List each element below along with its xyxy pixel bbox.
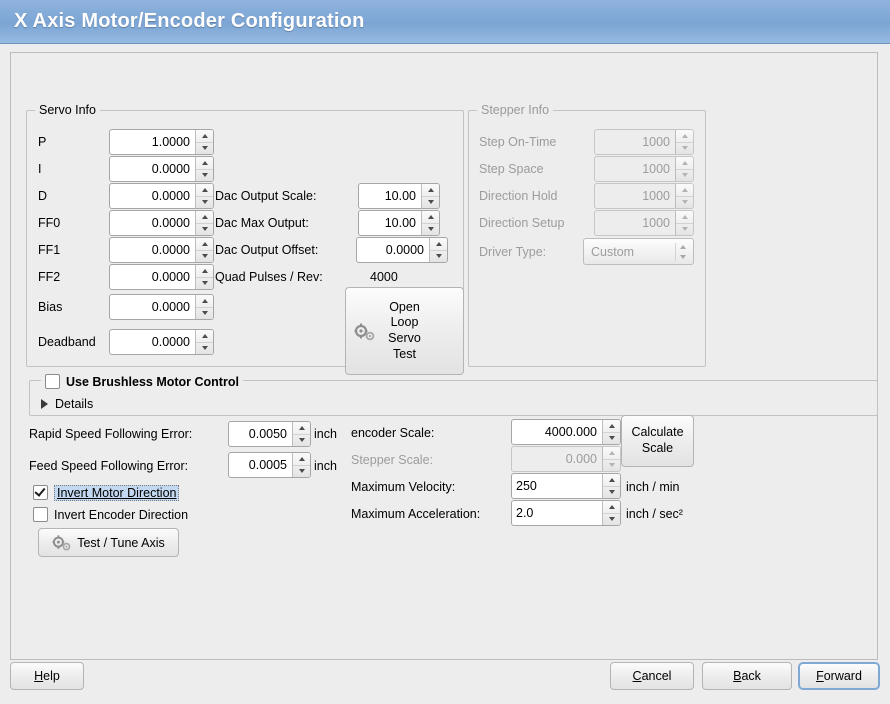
help-label-rest: elp bbox=[43, 669, 60, 683]
servo-label-deadband: Deadband bbox=[38, 335, 96, 349]
spin-up-icon[interactable] bbox=[430, 238, 447, 251]
driver-type-label: Driver Type: bbox=[479, 245, 547, 259]
spin-down-icon[interactable] bbox=[196, 278, 213, 290]
servo-input-ff0-field[interactable] bbox=[110, 211, 195, 235]
spin-up-icon[interactable] bbox=[196, 238, 213, 251]
spin-up-icon[interactable] bbox=[196, 184, 213, 197]
servo-input-ff2[interactable] bbox=[109, 264, 214, 290]
step-on-time-label: Step On-Time bbox=[479, 135, 557, 149]
window-title: X Axis Motor/Encoder Configuration bbox=[14, 10, 365, 32]
title-bar bbox=[0, 0, 890, 44]
calculate-scale-line2: Scale bbox=[641, 441, 674, 455]
step-on-time-input[interactable] bbox=[594, 129, 694, 155]
servo-input-p[interactable] bbox=[109, 129, 214, 155]
feed-following-error-field[interactable] bbox=[229, 453, 292, 477]
dac-output-offset-label: Dac Output Offset: bbox=[215, 243, 319, 257]
use-brushless-checkbox[interactable] bbox=[41, 374, 243, 389]
invert-encoder-direction-checkbox[interactable] bbox=[33, 507, 188, 522]
servo-input-i-field[interactable] bbox=[110, 157, 195, 181]
maximum-velocity-input[interactable] bbox=[511, 473, 621, 499]
test-tune-axis-label: Test / Tune Axis bbox=[77, 535, 165, 550]
spin-up-icon[interactable] bbox=[196, 330, 213, 343]
servo-label-ff2: FF2 bbox=[38, 270, 61, 284]
chevron-updown-icon bbox=[675, 243, 689, 261]
spin-up-icon[interactable] bbox=[676, 130, 693, 143]
details-expander[interactable] bbox=[41, 397, 93, 411]
step-on-time-spinners[interactable] bbox=[675, 130, 693, 154]
spin-down-icon[interactable] bbox=[603, 487, 620, 499]
dac-output-scale-label: Dac Output Scale: bbox=[215, 189, 317, 203]
open-loop-line4: Test bbox=[393, 346, 416, 361]
servo-input-d-field[interactable] bbox=[110, 184, 195, 208]
dac-max-output-field[interactable] bbox=[359, 211, 421, 235]
dac-output-offset-input[interactable] bbox=[356, 237, 448, 263]
dac-max-output-spinners[interactable] bbox=[421, 211, 439, 235]
feed-following-error-spinners[interactable] bbox=[292, 453, 310, 477]
help-label: Help bbox=[34, 669, 60, 683]
spin-up-icon[interactable] bbox=[603, 474, 620, 487]
spin-down-icon[interactable] bbox=[196, 251, 213, 263]
open-loop-line2: Loop bbox=[390, 315, 419, 330]
spin-up-icon[interactable] bbox=[422, 211, 439, 224]
spin-up-icon[interactable] bbox=[196, 265, 213, 278]
invert-motor-direction-checkbox[interactable] bbox=[33, 485, 179, 500]
forward-label: Forward bbox=[816, 669, 862, 683]
servo-input-d-spinners[interactable] bbox=[195, 184, 213, 208]
dialog-content bbox=[0, 44, 890, 704]
test-tune-axis-button[interactable] bbox=[38, 528, 179, 557]
action-bar bbox=[0, 648, 890, 704]
servo-input-ff1-field[interactable] bbox=[110, 238, 195, 262]
spin-down-icon[interactable] bbox=[196, 197, 213, 209]
driver-type-value: Custom bbox=[591, 244, 635, 259]
dac-output-scale-input[interactable] bbox=[358, 183, 440, 209]
dac-output-offset-spinners[interactable] bbox=[429, 238, 447, 262]
servo-label-i: I bbox=[38, 162, 42, 176]
dac-output-scale-spinners[interactable] bbox=[421, 184, 439, 208]
servo-label-p: P bbox=[38, 135, 47, 149]
direction-setup-input[interactable] bbox=[594, 210, 694, 236]
spin-down-icon[interactable] bbox=[293, 435, 310, 447]
direction-hold-field[interactable] bbox=[595, 184, 675, 208]
spin-down-icon[interactable] bbox=[196, 224, 213, 236]
maximum-acceleration-field[interactable] bbox=[512, 501, 602, 525]
checkbox-box[interactable] bbox=[33, 485, 48, 500]
help-button[interactable] bbox=[10, 662, 84, 690]
rapid-following-error-unit: inch bbox=[314, 427, 337, 441]
spin-down-icon[interactable] bbox=[676, 143, 693, 155]
servo-input-bias[interactable] bbox=[109, 294, 214, 320]
spin-up-icon[interactable] bbox=[293, 453, 310, 466]
use-brushless-label: Use Brushless Motor Control bbox=[66, 374, 239, 389]
servo-input-ff0-spinners[interactable] bbox=[195, 211, 213, 235]
invert-motor-direction-label: Invert Motor Direction bbox=[54, 485, 179, 501]
spin-up-icon[interactable] bbox=[422, 184, 439, 197]
servo-input-p-field[interactable] bbox=[110, 130, 195, 154]
spin-up-icon[interactable] bbox=[603, 447, 620, 460]
feed-following-error-unit: inch bbox=[314, 459, 337, 473]
servo-input-bias-spinners[interactable] bbox=[195, 295, 213, 319]
servo-input-ff1[interactable] bbox=[109, 237, 214, 263]
step-space-field[interactable] bbox=[595, 157, 675, 181]
servo-input-ff2-spinners[interactable] bbox=[195, 265, 213, 289]
maximum-acceleration-input[interactable] bbox=[511, 500, 621, 526]
spin-up-icon[interactable] bbox=[196, 157, 213, 170]
servo-input-ff1-spinners[interactable] bbox=[195, 238, 213, 262]
spin-down-icon[interactable] bbox=[603, 514, 620, 526]
step-space-input[interactable] bbox=[594, 156, 694, 182]
direction-setup-field[interactable] bbox=[595, 211, 675, 235]
feed-following-error-label: Feed Speed Following Error: bbox=[29, 459, 189, 473]
quad-pulses-value: 4000 bbox=[370, 270, 398, 284]
encoder-scale-label: encoder Scale: bbox=[351, 426, 435, 440]
back-button[interactable] bbox=[702, 662, 792, 690]
servo-info-legend: Servo Info bbox=[35, 103, 100, 117]
spin-down-icon[interactable] bbox=[293, 466, 310, 478]
direction-hold-label: Direction Hold bbox=[479, 189, 558, 203]
direction-hold-spinners[interactable] bbox=[675, 184, 693, 208]
maximum-velocity-field[interactable] bbox=[512, 474, 602, 498]
forward-button[interactable] bbox=[798, 662, 880, 690]
spin-down-icon[interactable] bbox=[196, 170, 213, 182]
open-loop-servo-test-button[interactable] bbox=[345, 287, 464, 375]
stepper-info-legend: Stepper Info bbox=[477, 103, 553, 117]
open-loop-line3: Servo bbox=[388, 331, 421, 345]
step-space-spinners[interactable] bbox=[675, 157, 693, 181]
spin-up-icon[interactable] bbox=[196, 211, 213, 224]
step-space-label: Step Space bbox=[479, 162, 544, 176]
invert-encoder-direction-label: Invert Encoder Direction bbox=[54, 507, 189, 522]
checkbox-box[interactable] bbox=[33, 507, 48, 522]
rapid-following-error-label: Rapid Speed Following Error: bbox=[29, 427, 193, 441]
spin-down-icon[interactable] bbox=[676, 197, 693, 209]
spin-down-icon[interactable] bbox=[196, 308, 213, 320]
spin-down-icon[interactable] bbox=[196, 143, 213, 155]
encoder-scale-input[interactable] bbox=[511, 419, 621, 445]
spin-down-icon[interactable] bbox=[422, 197, 439, 209]
feed-following-error-input[interactable] bbox=[228, 452, 311, 478]
maximum-velocity-unit: inch / min bbox=[626, 480, 680, 494]
details-label: Details bbox=[55, 397, 94, 411]
rapid-following-error-spinners[interactable] bbox=[292, 422, 310, 446]
spin-up-icon[interactable] bbox=[196, 130, 213, 143]
dac-output-offset-field[interactable] bbox=[357, 238, 429, 262]
spin-up-icon[interactable] bbox=[676, 211, 693, 224]
servo-input-ff2-field[interactable] bbox=[110, 265, 195, 289]
dac-max-output-label: Dac Max Output: bbox=[215, 216, 309, 230]
spin-down-icon[interactable] bbox=[422, 224, 439, 236]
servo-input-p-spinners[interactable] bbox=[195, 130, 213, 154]
spin-down-icon[interactable] bbox=[676, 224, 693, 236]
spin-up-icon[interactable] bbox=[676, 184, 693, 197]
stepper-scale-field[interactable] bbox=[512, 447, 602, 471]
back-label: Back bbox=[733, 669, 761, 683]
spin-up-icon[interactable] bbox=[196, 295, 213, 308]
calculate-scale-button[interactable] bbox=[621, 415, 694, 467]
spin-up-icon[interactable] bbox=[603, 420, 620, 433]
quad-pulses-label: Quad Pulses / Rev: bbox=[215, 270, 323, 284]
cancel-label-rest: ancel bbox=[641, 669, 672, 683]
spin-up-icon[interactable] bbox=[293, 422, 310, 435]
spin-down-icon[interactable] bbox=[430, 251, 447, 263]
servo-input-deadband-field[interactable] bbox=[110, 330, 195, 354]
cancel-button[interactable] bbox=[610, 662, 694, 690]
configuration-panel bbox=[10, 52, 878, 660]
encoder-scale-field[interactable] bbox=[512, 420, 602, 444]
servo-label-ff1: FF1 bbox=[38, 243, 61, 257]
spin-up-icon[interactable] bbox=[603, 501, 620, 514]
rapid-following-error-field[interactable] bbox=[229, 422, 292, 446]
maximum-acceleration-unit: inch / sec² bbox=[626, 507, 683, 521]
cancel-label: Cancel bbox=[632, 669, 672, 683]
driver-type-combo[interactable] bbox=[583, 238, 694, 265]
stepper-scale-spinners[interactable] bbox=[602, 447, 620, 471]
triangle-right-icon[interactable] bbox=[41, 399, 48, 409]
servo-input-i[interactable] bbox=[109, 156, 214, 182]
servo-input-ff0[interactable] bbox=[109, 210, 214, 236]
dac-output-scale-field[interactable] bbox=[359, 184, 421, 208]
checkbox-box[interactable] bbox=[45, 374, 60, 389]
stepper-scale-label: Stepper Scale: bbox=[351, 453, 433, 467]
maximum-acceleration-spinners[interactable] bbox=[602, 501, 620, 525]
servo-input-bias-field[interactable] bbox=[110, 295, 195, 319]
spin-down-icon[interactable] bbox=[196, 343, 213, 355]
spin-down-icon[interactable] bbox=[603, 460, 620, 472]
servo-input-deadband[interactable] bbox=[109, 329, 214, 355]
servo-label-ff0: FF0 bbox=[38, 216, 61, 230]
back-label-rest: ack bbox=[741, 669, 761, 683]
open-loop-line1: Open bbox=[389, 299, 420, 314]
calculate-scale-line1: Calculate bbox=[631, 425, 684, 440]
servo-label-bias: Bias bbox=[38, 300, 63, 314]
servo-input-d[interactable] bbox=[109, 183, 214, 209]
direction-setup-spinners[interactable] bbox=[675, 211, 693, 235]
step-on-time-field[interactable] bbox=[595, 130, 675, 154]
gears-icon bbox=[52, 534, 72, 552]
encoder-scale-spinners[interactable] bbox=[602, 420, 620, 444]
stepper-scale-input[interactable] bbox=[511, 446, 621, 472]
servo-input-deadband-spinners[interactable] bbox=[195, 330, 213, 354]
spin-down-icon[interactable] bbox=[603, 433, 620, 445]
maximum-acceleration-label: Maximum Acceleration: bbox=[351, 507, 481, 521]
direction-hold-input[interactable] bbox=[594, 183, 694, 209]
dac-max-output-input[interactable] bbox=[358, 210, 440, 236]
forward-label-rest: orward bbox=[823, 669, 862, 683]
servo-label-d: D bbox=[38, 189, 48, 203]
spin-up-icon[interactable] bbox=[676, 157, 693, 170]
direction-setup-label: Direction Setup bbox=[479, 216, 565, 230]
maximum-velocity-label: Maximum Velocity: bbox=[351, 480, 456, 494]
spin-down-icon[interactable] bbox=[676, 170, 693, 182]
gears-icon bbox=[354, 322, 374, 340]
servo-input-i-spinners[interactable] bbox=[195, 157, 213, 181]
maximum-velocity-spinners[interactable] bbox=[602, 474, 620, 498]
rapid-following-error-input[interactable] bbox=[228, 421, 311, 447]
